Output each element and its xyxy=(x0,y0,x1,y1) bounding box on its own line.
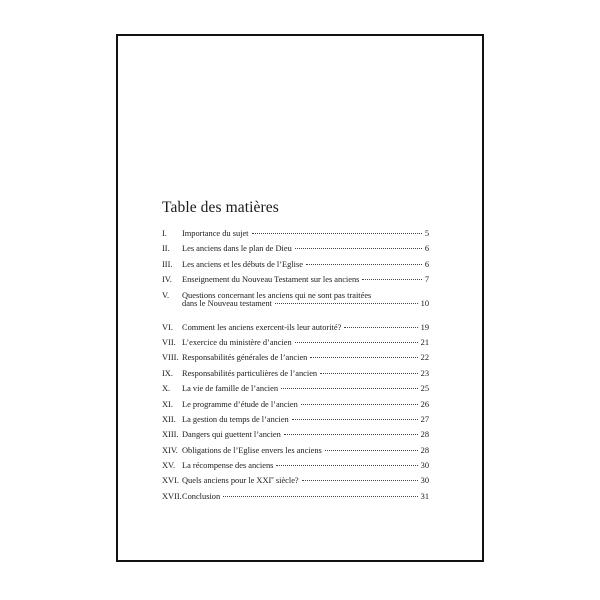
entry-page-number: 28 xyxy=(420,430,429,440)
entry-title: Responsabilités particulières de l’ancien xyxy=(182,369,318,378)
entry-number: VIII. xyxy=(162,353,179,363)
dot-leader xyxy=(284,433,418,435)
entry-title: L’exercice du ministère d’ancien xyxy=(182,338,292,347)
toc-entry xyxy=(162,431,429,446)
toc-entry xyxy=(162,401,429,416)
toc-title: Table des matières xyxy=(162,199,279,216)
dot-leader xyxy=(295,247,422,249)
entry-title-continued: dans le Nouveau testament xyxy=(182,300,273,309)
entry-title: Comment les anciens exercent-ils leur autorité? xyxy=(182,323,342,332)
entry-page-number: 6 xyxy=(424,244,429,254)
entry-number: X. xyxy=(162,384,171,394)
book-page xyxy=(116,34,484,562)
entry-title: Questions concernant les anciens qui ne sont pas traitées xyxy=(182,291,372,300)
entry-number: XVI. xyxy=(162,476,179,486)
entry-title: Quels anciens pour le XXIe siècle? xyxy=(182,477,299,486)
dot-leader xyxy=(325,449,418,451)
dot-leader xyxy=(301,403,418,405)
entry-number: XIV. xyxy=(162,445,178,455)
dot-leader xyxy=(362,278,421,280)
entry-page-number: 10 xyxy=(420,299,429,309)
entry-number: XI. xyxy=(162,399,173,409)
entry-number: I. xyxy=(162,229,167,238)
toc-entry xyxy=(162,370,429,385)
entry-page-number: 30 xyxy=(420,461,429,471)
toc-entry xyxy=(162,447,429,462)
entry-page-number: 5 xyxy=(424,229,429,238)
toc-entry xyxy=(162,477,429,492)
entry-page-number: 31 xyxy=(420,491,429,501)
dot-leader xyxy=(295,341,418,343)
entry-number: III. xyxy=(162,259,173,269)
toc-entry xyxy=(162,416,429,431)
entry-page-number: 26 xyxy=(420,399,429,409)
dot-leader xyxy=(302,479,418,481)
entry-page-number: 19 xyxy=(420,322,429,332)
toc-entry xyxy=(162,276,429,291)
toc-entry xyxy=(162,493,429,508)
entry-number: II. xyxy=(162,244,170,254)
entry-title: La vie de famille de l’ancien xyxy=(182,385,279,394)
entry-number: IX. xyxy=(162,368,173,378)
entry-page-number: 28 xyxy=(420,445,429,455)
entry-title: Responsabilités générales de l’ancien xyxy=(182,354,308,363)
toc-entry xyxy=(162,339,429,354)
entry-number: XII. xyxy=(162,414,176,424)
entry-title: Enseignement du Nouveau Testament sur les anciens xyxy=(182,276,360,285)
dot-leader xyxy=(306,263,422,265)
entry-number: VII. xyxy=(162,337,176,347)
entry-page-number: 22 xyxy=(420,353,429,363)
entry-title: Conclusion xyxy=(182,492,221,501)
dot-leader xyxy=(252,232,422,234)
toc-entry xyxy=(162,324,429,339)
entry-page-number: 6 xyxy=(424,259,429,269)
ordinal-superscript: e xyxy=(271,477,274,482)
dot-leader xyxy=(310,356,417,358)
toc-entry xyxy=(162,261,429,276)
entry-page-number: 21 xyxy=(420,337,429,347)
dot-leader xyxy=(281,387,418,389)
entry-title: Les anciens et les débuts de l’Eglise xyxy=(182,260,303,269)
dot-leader xyxy=(275,302,418,304)
entry-number: VI. xyxy=(162,322,173,332)
toc-entry xyxy=(162,354,429,369)
entry-page-number: 25 xyxy=(420,384,429,394)
toc-entry xyxy=(162,245,429,260)
entry-title: Obligations de l’Eglise envers les anciens xyxy=(182,446,322,455)
entry-number: XVII. xyxy=(162,491,182,501)
dot-leader xyxy=(276,464,417,466)
dot-leader xyxy=(292,418,418,420)
entry-number: V. xyxy=(162,290,170,300)
entry-title: Le programme d’étude de l’ancien xyxy=(182,400,298,409)
toc-entry xyxy=(162,230,429,245)
entry-page-number: 30 xyxy=(420,476,429,486)
toc-entry xyxy=(162,462,429,477)
dot-leader xyxy=(344,326,417,328)
entry-page-number: 7 xyxy=(424,275,429,285)
entry-number: XIII. xyxy=(162,430,179,440)
entry-title: Les anciens dans le plan de Dieu xyxy=(182,245,292,254)
entry-title: Importance du sujet xyxy=(182,230,249,238)
entry-number: IV. xyxy=(162,275,172,285)
entry-title: La récompense des anciens xyxy=(182,462,274,471)
dot-leader xyxy=(223,495,417,497)
entry-number: XV. xyxy=(162,461,176,471)
toc-list xyxy=(162,230,429,508)
toc-entry xyxy=(162,385,429,400)
entry-title: Dangers qui guettent l’ancien xyxy=(182,431,281,440)
entry-title: La gestion du temps de l’ancien xyxy=(182,415,289,424)
toc-entry xyxy=(162,292,429,324)
entry-page-number: 27 xyxy=(420,414,429,424)
dot-leader xyxy=(320,372,418,374)
entry-page-number: 23 xyxy=(420,368,429,378)
